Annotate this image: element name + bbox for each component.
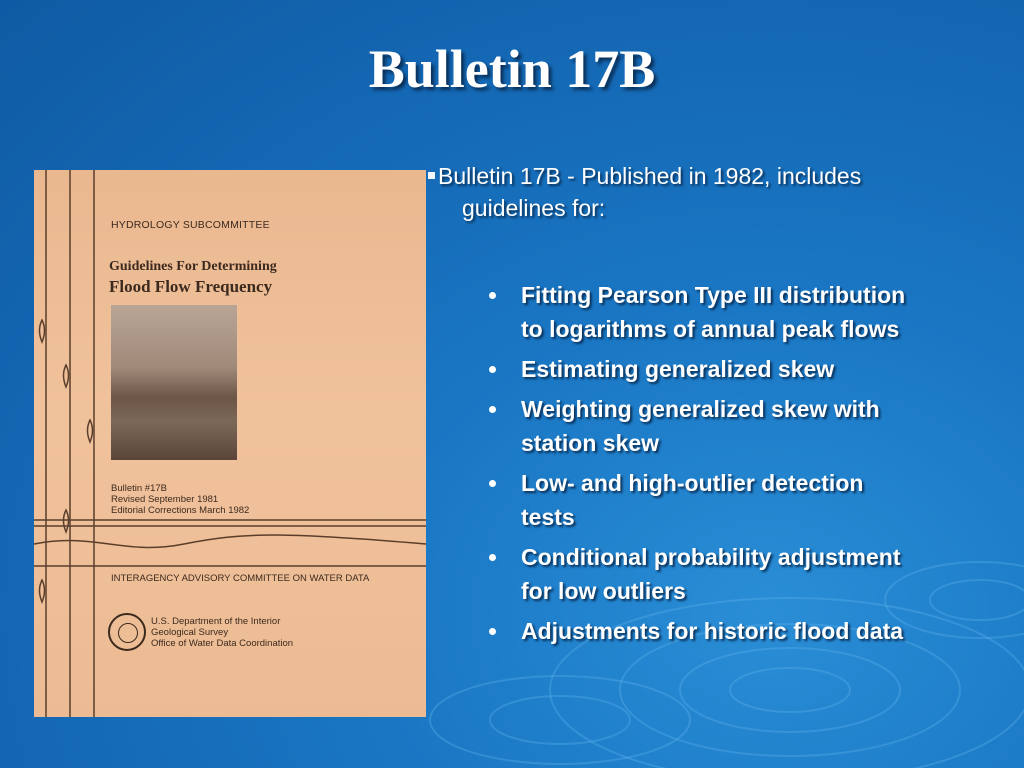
slide-title: Bulletin 17B — [368, 39, 656, 99]
list-item — [488, 278, 1013, 346]
intro-line1: Bulletin 17B - Published in 1982, includes — [438, 163, 862, 189]
bulletin-cover-image — [34, 170, 426, 717]
list-item — [488, 392, 1013, 460]
bullet-dot — [489, 628, 496, 635]
bullet-dot — [489, 554, 496, 561]
bullet-text: tests — [521, 504, 575, 530]
cover-title-line2: Flood Flow Frequency — [109, 277, 273, 296]
cover-bulletin-info — [111, 483, 249, 516]
bullet-dot — [489, 406, 496, 413]
bullet-dot — [489, 480, 496, 487]
intro-text — [438, 160, 1018, 224]
flood-photo — [111, 305, 237, 460]
bullet-text: station skew — [521, 430, 660, 456]
bullet-dot — [489, 366, 496, 373]
bullet-text: for low outliers — [521, 578, 686, 604]
cover-revised: Revised September 1981 — [111, 494, 219, 505]
cover-bulletin-number: Bulletin #17B — [111, 483, 167, 494]
cover-corrections: Editorial Corrections March 1982 — [111, 505, 250, 516]
guidelines-list — [488, 278, 1013, 654]
bullet-dot — [489, 292, 496, 299]
list-item — [488, 466, 1013, 534]
cover-title-line1: Guidelines For Determining — [109, 259, 277, 274]
bullet-text: Fitting Pearson Type III distribution — [521, 282, 906, 308]
cover-organization — [151, 616, 293, 649]
cover-committee: INTERAGENCY ADVISORY COMMITTEE ON WATER DATA — [111, 573, 370, 584]
cover-org-line1: U.S. Department of the Interior — [151, 616, 281, 627]
bullet-text: Low- and high-outlier detection — [521, 470, 864, 496]
bullet-text: Weighting generalized skew with — [521, 396, 880, 422]
cover-subcommittee: HYDROLOGY SUBCOMMITTEE — [111, 219, 270, 231]
list-item — [488, 540, 1013, 608]
cover-org-line3: Office of Water Data Coordination — [151, 638, 294, 649]
interior-department-seal-icon — [108, 613, 146, 651]
bullet-text: Conditional probability adjustment — [521, 544, 901, 570]
bullet-text: Adjustments for historic flood data — [521, 618, 904, 644]
intro-line2: guidelines for: — [462, 195, 606, 221]
bullet-text: Estimating generalized skew — [521, 356, 835, 382]
list-item — [488, 614, 1013, 648]
intro-bullet-marker — [428, 172, 435, 179]
bullet-text: to logarithms of annual peak flows — [521, 316, 900, 342]
cover-org-line2: Geological Survey — [151, 627, 229, 638]
list-item — [488, 352, 1013, 386]
